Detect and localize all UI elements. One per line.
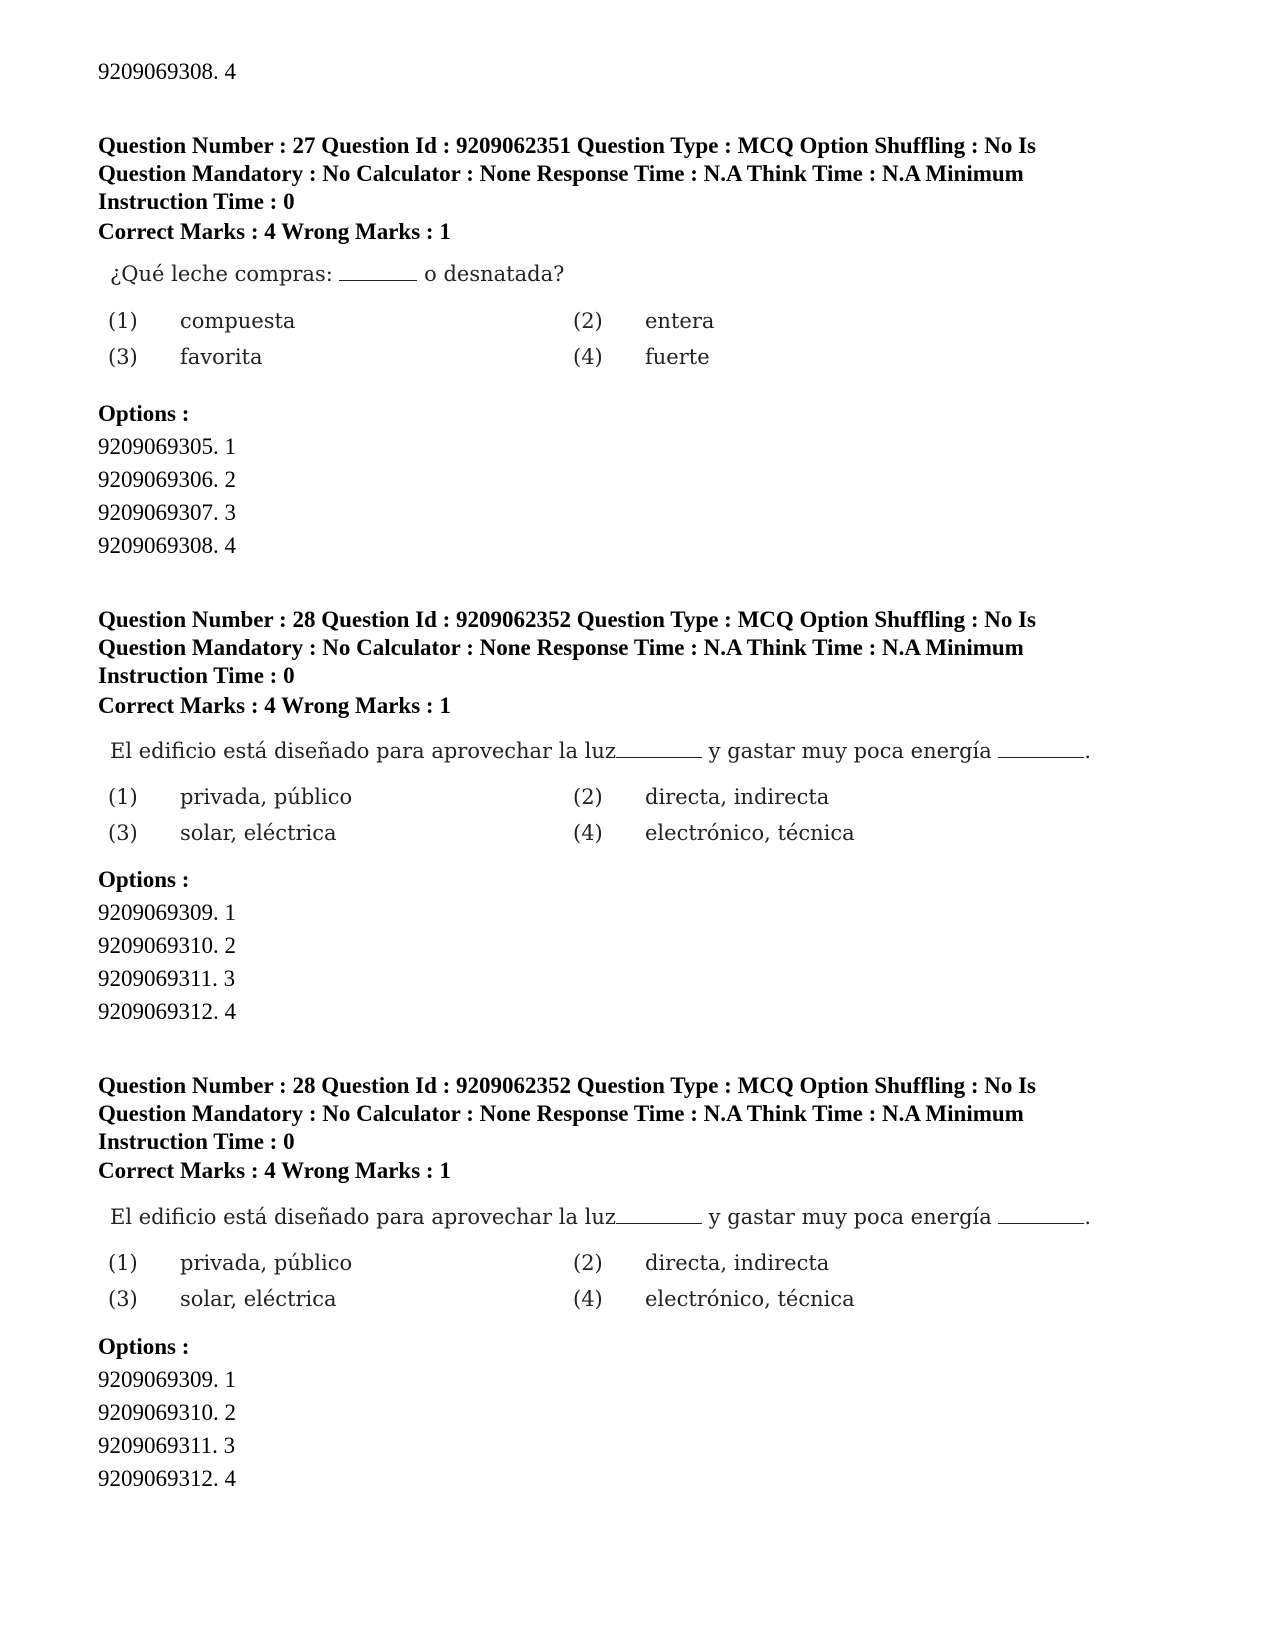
marks-line: Correct Marks : 4 Wrong Marks : 1: [98, 1158, 451, 1183]
choice-text: solar, eléctrica: [180, 821, 337, 845]
marks-line: Correct Marks : 4 Wrong Marks : 1: [98, 219, 451, 244]
options-label: Options :: [98, 401, 190, 426]
marks-line: Correct Marks : 4 Wrong Marks : 1: [98, 693, 451, 718]
stem-part: ¿Qué leche compras:: [110, 262, 340, 286]
stem-part: El edificio está diseñado para aprovechar la luz: [110, 1205, 616, 1229]
option-id: 9209069309. 1: [98, 900, 236, 925]
option-id: 9209069311. 3: [98, 966, 236, 991]
option-id: 9209069311. 3: [98, 1433, 236, 1458]
blank-line: [616, 1205, 702, 1224]
choice-text: privada, público: [180, 1251, 353, 1275]
options-label: Options :: [98, 1334, 190, 1359]
stem-part: y gastar muy poca energía: [702, 739, 999, 763]
choice-text: electrónico, técnica: [645, 1287, 855, 1311]
stem-part: El edificio está diseñado para aprovechar la luz: [110, 739, 616, 763]
blank-line: [998, 739, 1084, 758]
option-id: 9209069305. 1: [98, 434, 236, 459]
stem-part: o desnatada?: [417, 262, 565, 286]
blank-line: [998, 1205, 1084, 1224]
choice-number: (1): [108, 785, 138, 809]
stem-part: .: [1084, 1205, 1092, 1229]
question-stem: [110, 737, 1091, 765]
choice-number: (4): [573, 1287, 603, 1311]
choice-number: (4): [573, 821, 603, 845]
option-id: 9209069309. 1: [98, 1367, 236, 1392]
choice-number: (1): [108, 309, 138, 333]
choice-number: (3): [108, 1287, 138, 1311]
choice-number: (2): [573, 1251, 603, 1275]
option-id: 9209069308. 4: [98, 533, 236, 558]
option-id: 9209069310. 2: [98, 933, 236, 958]
choice-text: directa, indirecta: [645, 785, 830, 809]
choice-text: electrónico, técnica: [645, 821, 855, 845]
option-id: 9209069312. 4: [98, 999, 236, 1024]
question-stem: [110, 1203, 1091, 1231]
choice-text: directa, indirecta: [645, 1251, 830, 1275]
option-id: 9209069310. 2: [98, 1400, 236, 1425]
option-id: 9209069306. 2: [98, 467, 236, 492]
stem-part: y gastar muy poca energía: [702, 1205, 999, 1229]
choice-text: solar, eléctrica: [180, 1287, 337, 1311]
choice-number: (3): [108, 345, 138, 369]
choice-number: (2): [573, 785, 603, 809]
choice-number: (2): [573, 309, 603, 333]
question-header: Question Number : 28 Question Id : 9209062352 Question Type : MCQ Option Shuffling : No Is Question Mandatory : No Calculator : None Response Time : N.A Think Time : N.A Minimum Instruction Time : 0: [98, 607, 1037, 688]
question-image: [98, 260, 1098, 380]
stem-part: .: [1084, 739, 1092, 763]
choice-text: entera: [645, 309, 715, 333]
question-header: Question Number : 27 Question Id : 9209062351 Question Type : MCQ Option Shuffling : No Is Question Mandatory : No Calculator : None Response Time : N.A Think Time : N.A Minimum Instruction Time : 0: [98, 133, 1037, 214]
question-header: Question Number : 28 Question Id : 9209062352 Question Type : MCQ Option Shuffling : No Is Question Mandatory : No Calculator : None Response Time : N.A Think Time : N.A Minimum Instruction Time : 0: [98, 1073, 1037, 1154]
blank-line: [616, 739, 702, 758]
choice-number: (3): [108, 821, 138, 845]
option-id: 9209069307. 3: [98, 500, 236, 525]
top-option-line: 9209069308. 4: [98, 59, 236, 84]
choice-number: (4): [573, 345, 603, 369]
choice-number: (1): [108, 1251, 138, 1275]
choice-text: fuerte: [645, 345, 710, 369]
option-id: 9209069312. 4: [98, 1466, 236, 1491]
choice-text: favorita: [180, 345, 263, 369]
choice-text: privada, público: [180, 785, 353, 809]
question-image: [98, 737, 1098, 857]
question-image: [98, 1203, 1098, 1323]
options-label: Options :: [98, 867, 190, 892]
blank-line: [339, 262, 417, 281]
question-stem: [110, 260, 564, 288]
choice-text: compuesta: [180, 309, 296, 333]
